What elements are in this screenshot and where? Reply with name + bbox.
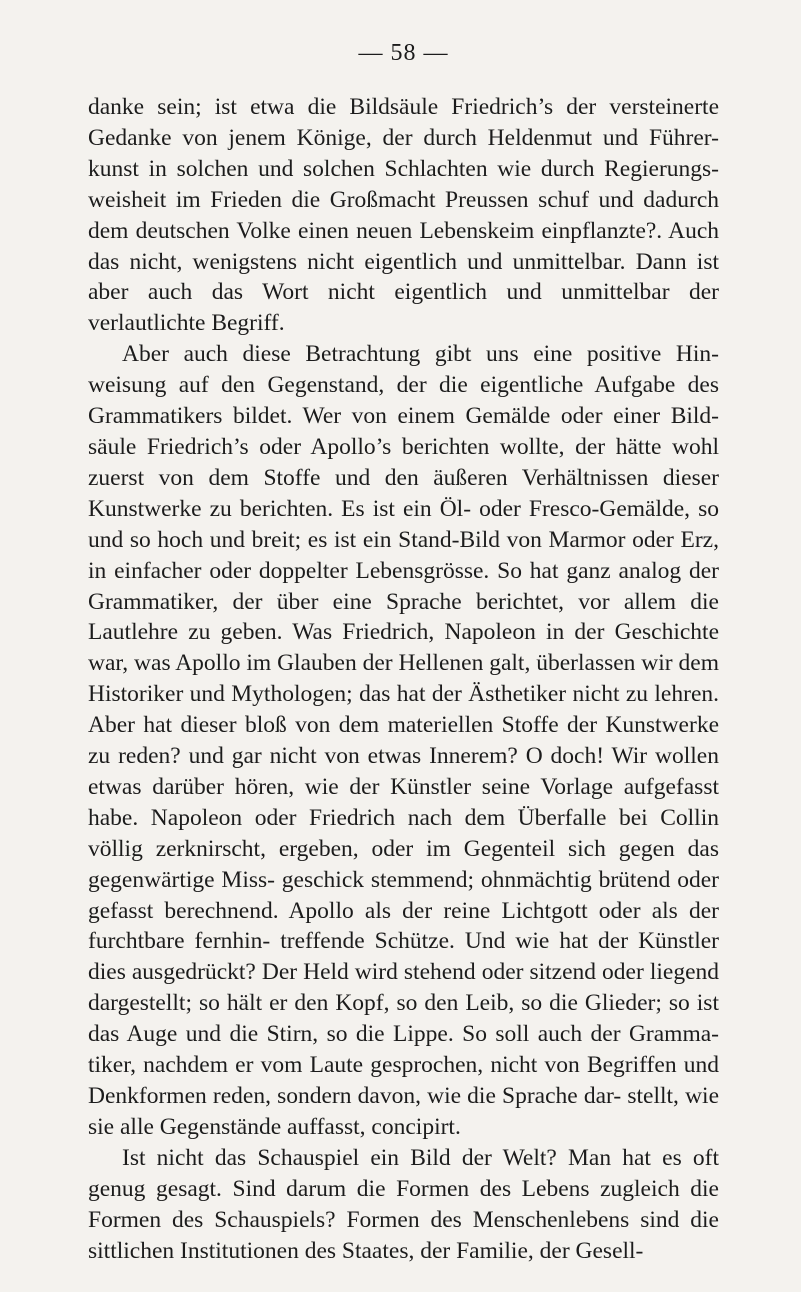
page-number: — 58 — [358,40,449,66]
paragraph-1: danke sein; ist etwa die Bildsäule Friedrich’s der versteinerte Gedanke von jenem Könige, der durch Heldenmut und Führer- kunst in solchen und solchen Schlachten wie durch Regierungs- weisheit im Frieden die Großmacht Preussen schuf und dadurch dem deutschen Volke einen neuen Lebenskeim einpflanzte?. Auch das nicht, wenigstens nicht eigentlich und unmittelbar. Dann ist aber auch das Wort nicht eigentlich und unmittelbar der verlautlichte Begriff. [88,94,719,337]
paragraph-2: Aber auch diese Betrachtung gibt uns eine positive Hin- weisung auf den Gegenstand, der die eigentliche Aufgabe des Grammatikers bildet. Wer von einem Gemälde oder einer Bild- säule Friedrich’s oder Apollo’s berichten wollte, der hätte wohl zuerst von dem Stoffe und den äußeren Verhältnissen dieser Kunstwerke zu berichten. Es ist ein Öl- oder Fresco-Gemälde, so und so hoch und breit; es ist ein Stand-Bild von Marmor oder Erz, in einfacher oder doppelter Lebensgrösse. So hat ganz analog der Grammatiker, der über eine Sprache berichtet, vor allem die Lautlehre zu geben. Was Friedrich, Napoleon in der Geschichte war, was Apollo im Glauben der Hellenen galt, überlassen wir dem Historiker und Mythologen; das hat der Ästhetiker nicht zu lehren. Aber hat dieser bloß von dem materiellen Stoffe der Kunstwerke zu reden? und gar nicht von etwas Innerem? O doch! Wir wollen etwas darüber hören, wie der Künstler seine Vorlage aufgefasst habe. Napoleon oder Friedrich nach dem Überfalle bei Collin völlig zerknirscht, ergeben, oder im Gegenteil sich gegen das gegenwärtige Miss- geschick stemmend; ohnmächtig brütend oder gefasst berechnend. Apollo als der reine Lichtgott oder als der furchtbare fernhin- treffende Schütze. Und wie hat der Künstler dies ausgedrückt? Der Held wird stehend oder sitzend oder liegend dargestellt; so hält er den Kopf, so den Leib, so die Glieder; so ist das Auge und die Stirn, so die Lippe. So soll auch der Gramma- tiker, nachdem er vom Laute gesprochen, nicht von Begriffen und Denkformen reden, sondern davon, wie die Sprache dar- stellt, wie sie alle Gegenstände auffasst, concipirt. [88,341,719,1140]
paragraph-3: Ist nicht das Schauspiel ein Bild der Welt? Man hat es oft genug gesagt. Sind darum die Formen des Lebens zugleich die Formen des Schauspiels? Formen des Menschenlebens sind die sittlichen Institutionen des Staates, der Familie, der Gesell- [88,1144,719,1264]
body-text [88,92,719,1266]
